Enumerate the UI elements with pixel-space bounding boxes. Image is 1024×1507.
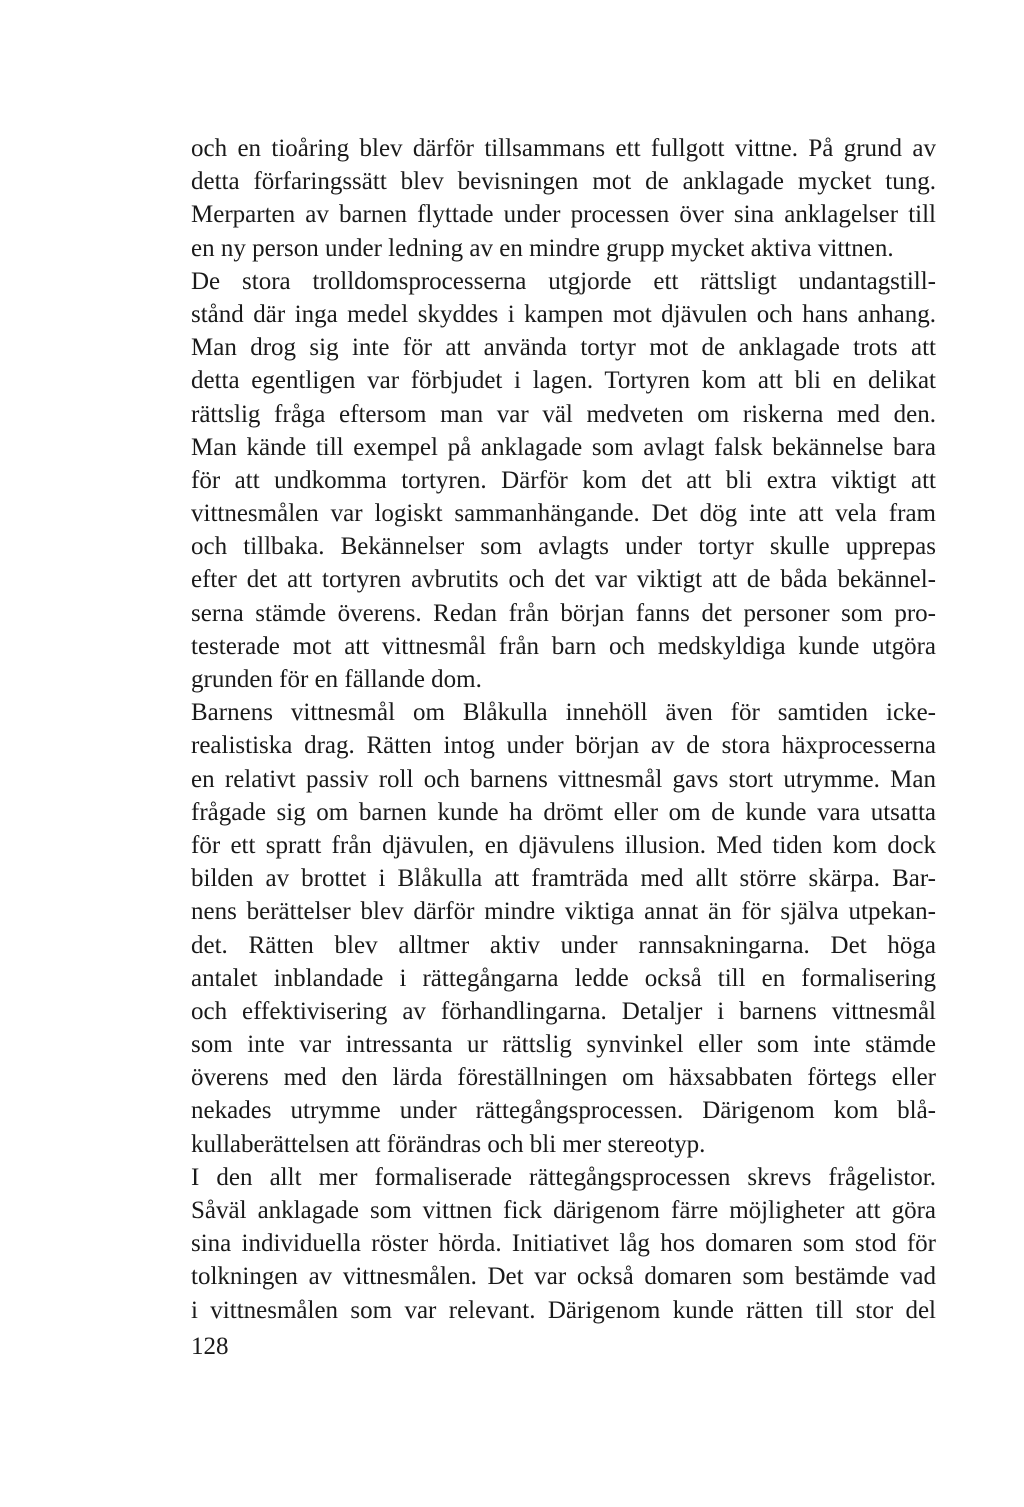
text-line: serna stämde överens. Redan från början fanns det personer som pro- [191, 599, 936, 627]
text-line: rättslig fråga eftersom man var väl medveten om riskerna med den. [191, 400, 936, 428]
text-line: och en tioåring blev därför tillsammans ett fullgott vittne. På grund av [191, 135, 936, 162]
text-line: vittnesmålen var logiskt sammanhängande. Det dög inte att vela fram [191, 500, 936, 528]
text-line: Merparten av barnen flyttade under processen över sina anklagelser till [191, 201, 936, 229]
text-line: Man kände till exempel på anklagade som avlagt falsk bekännelse bara [191, 433, 936, 461]
text-line: det. Rätten blev alltmer aktiv under rannsakningarna. Det höga [191, 931, 936, 959]
text-line: nens berättelser blev därför mindre viktiga annat än för själva utpekan- [191, 898, 936, 926]
text-line: sina individuella röster hörda. Initiativet låg hos domaren som stod för [191, 1230, 936, 1258]
text-line: Såväl anklagade som vittnen fick därigenom färre möjligheter att göra [191, 1197, 936, 1224]
text-line: en ny person under ledning av en mindre grupp mycket aktiva vittnen. [191, 234, 894, 262]
text-line: detta egentligen var förbjudet i lagen. Tortyren kom att bli en delikat [191, 367, 936, 395]
text-line: testerade mot att vittnesmål från barn och medskyldiga kunde utgöra [191, 632, 936, 660]
text-line: för att undkomma tortyren. Därför kom det att bli extra viktigt att [191, 466, 936, 494]
text-line: antalet inblandade i rättegångarna ledde också till en formalisering [191, 964, 936, 992]
text-line: överens med den lärda föreställningen om häxsabbaten förtegs eller [191, 1064, 936, 1092]
text-line: De stora trolldomsprocesserna utgjorde ett rättsligt undantagstill- [191, 267, 936, 295]
text-line: I den allt mer formaliserade rättegångsprocessen skrevs frågelistor. [191, 1163, 936, 1191]
text-line: Barnens vittnesmål om Blåkulla innehöll även för samtiden icke- [191, 699, 936, 727]
text-line: Man drog sig inte för att använda tortyr mot de anklagade trots att [191, 334, 936, 362]
text-line: i vittnesmålen som var relevant. Därigenom kunde rätten till stor del [191, 1296, 936, 1324]
text-line: för ett spratt från djävulen, en djävulens illusion. Med tiden kom dock [191, 831, 936, 859]
text-line: nekades utrymme under rättegångsprocessen. Därigenom kom blå- [191, 1097, 936, 1125]
text-line: bilden av brottet i Blåkulla att framträda med allt större skärpa. Bar- [191, 865, 936, 893]
text-line: som inte var intressanta ur rättslig synvinkel eller som inte stämde [191, 1031, 936, 1059]
text-line: tolkningen av vittnesmålen. Det var också domaren som bestämde vad [191, 1263, 936, 1291]
text-line: realistiska drag. Rätten intog under början av de stora häxprocesserna [191, 732, 936, 760]
text-line: detta förfaringssätt blev bevisningen mot de anklagade mycket tung. [191, 168, 936, 196]
text-line: och tillbaka. Bekännelser som avlagts under tortyr skulle upprepas [191, 533, 936, 561]
page-number: 128 [191, 1333, 229, 1360]
text-line: och effektivisering av förhandlingarna. Detaljer i barnens vittnesmål [191, 997, 936, 1025]
text-line: en relativt passiv roll och barnens vittnesmål gavs stort utrymme. Man [191, 765, 936, 793]
text-line: efter det att tortyren avbrutits och det var viktigt att de båda bekännel- [191, 566, 936, 594]
body-text [191, 132, 936, 1327]
text-line: kullaberättelsen att förändras och bli mer stereotyp. [191, 1130, 706, 1158]
text-line: stånd där inga medel skyddes i kampen mot djävulen och hans anhang. [191, 300, 936, 328]
text-line: grunden för en fällande dom. [191, 666, 482, 693]
text-line: frågade sig om barnen kunde ha drömt eller om de kunde vara utsatta [191, 798, 936, 826]
